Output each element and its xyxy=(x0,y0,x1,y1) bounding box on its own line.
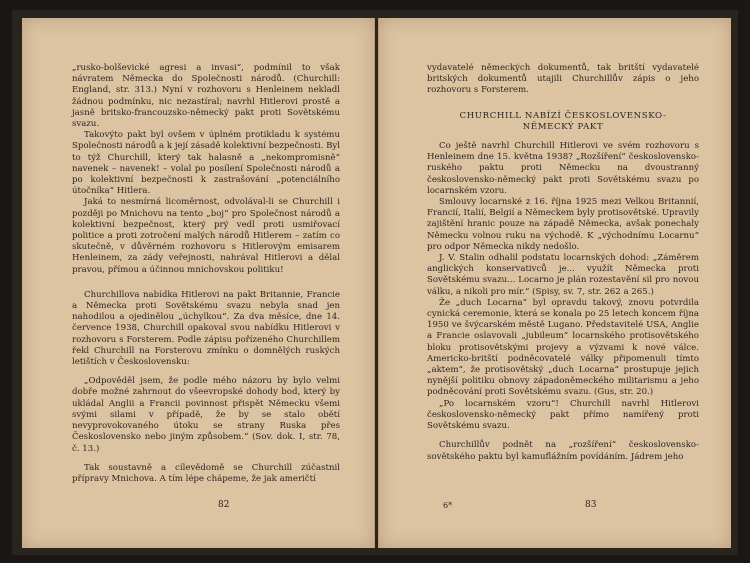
paragraph: Že „duch Locarna“ byl opravdu takový, znovu potvrdila cynická ceremonie, která se konala po 25 letech koncem října 1950 ve švýcarském městě Lugano. Představitelé USA, Anglie a Francie oslavovali „jubileum“ locarnského protisovětského bloku protisovětskými projevy a výzvami k nové válce. Americko-britští podněcovatelé války připomenuli tímto „aktem“, že protisovětský „duch Locarna“ prostupuje jejich nynější politiku obnovy západoněmeckého militarismu a jeho podněcování proti Sovětskému svazu. (Gus, str. 20.) xyxy=(427,297,699,398)
right-page xyxy=(378,18,731,548)
page-number: 82 xyxy=(218,500,230,510)
right-page-text xyxy=(427,63,699,463)
paragraph: Co ještě navrhl Churchill Hitlerovi ve svém rozhovoru s Henleinem dne 15. května 1938? „Rozšíření“ československo-ruského paktu proti Německu na dvoustranný československo-německý pakt proti Sovětskému svazu po locarnském vzoru. xyxy=(427,141,699,196)
paragraph: Churchillova nabídka Hitlerovi na pakt Britannie, Francie a Německa proti Sovětskému svazu nebyla snad jen nahodilou a ojedinělou „úchylkou“. Za dva měsíce, dne 14. července 1938, Churchill opakoval svou nabídku Hitlerovi v rozhovoru s Forsterem. Podle zápisu pořízeného Churchillem řekl Churchill na Forsterovu zmínku o domnělých ruských letištích v Československu: xyxy=(72,289,340,368)
open-book xyxy=(12,10,738,555)
paragraph: „rusko-bolševické agresi a invasi“, podmínil to však návratem Německa do Společnosti národů. (Churchill: England, str. 313.) Nyní v rozhovoru s Henleinem nekladl žádnou podmínku, nic nezastíral; navrhl Hitlerovi prostě a jasně britsko-francouzsko-německý pakt proti Sovětskému svazu. xyxy=(72,63,340,130)
page-number: 83 xyxy=(585,500,597,510)
section-heading: CHURCHILL NABÍZÍ ČESKOSLOVENSKO-NĚMECKÝ PAKT xyxy=(459,110,667,132)
paragraph: „Po locarnském vzoru“! Churchill navrhl Hitlerovi československo-německý pakt přímo namířený proti Sovětskému svazu. xyxy=(427,398,699,432)
paragraph: Jaká to nesmírná licoměrnost, odvolával-li se Churchill i později po Mnichovu na tento „boj“ pro Společnost národů a kolektivní bezpečnost, který prý vedl proti usmiřovací politice a proti zotročení malých národů Hitlerem – zatím co skutečně, v důvěrném rozhovoru s Hitlerovým emisarem Henleinem, za zády veřejnosti, nahrával Hitlerovi a dělal pravou, přímou a účinnou mnichovskou politiku! xyxy=(72,197,340,275)
left-page xyxy=(22,18,375,548)
left-page-text xyxy=(72,63,340,485)
quotation: „Odpověděl jsem, že podle mého názoru by bylo velmi dobře možné zahrnout do všeevropské dohody bod, který by ukládal Anglii a Francii povinnost přispět Německu všemi svými silami v případě, že by se stalo obětí nevyprovokovaného útoku se strany Ruska přes Československo nebo jiným způsobem.“ (Sov. dok. I, str. 78, č. 13.) xyxy=(72,376,340,454)
paragraph: Smlouvy locarnské z 16. října 1925 mezi Velkou Britannií, Francií, Italií, Belgií a Německem byly protisovětské. Upravily zajištění hranic pouze na západě Německa, avšak ponechaly Německu volnou ruku na východě. K „východnímu Locarnu“ pro odpor Německa nikdy nedošlo. xyxy=(427,197,699,252)
printer-signature: 6* xyxy=(443,501,453,510)
paragraph: vydavatelé německých dokumentů, tak britští vydavatelé britských dokumentů utajili Churchillův zápis o jeho rozhovoru s Forsterem. xyxy=(427,63,699,96)
paragraph: Tak soustavně a cílevědomě se Churchill zúčastnil přípravy Mnichova. A tím lépe chápeme, že jak američtí xyxy=(72,462,340,484)
paragraph: Takovýto pakt byl ovšem v úplném protikladu k systému Společnosti národů a k její zásadě kolektivní bezpečnosti. Byl to týž Churchill, který tak halasně a „nekompromisně“ navenek – navenek! – volal po posílení Společnosti národů a po kolektivní bezpečnosti k zastrašování „potenciálního útočníka“ Hitlera. xyxy=(72,130,340,197)
paragraph: J. V. Stalin odhalil podstatu locarnských dohod: „Záměrem anglických konservativců je... využít Německa proti Sovětskému svazu... Locarno je plán rozestavění sil pro novou válku, a nikoli pro mír.“ (Spisy, sv. 7, str. 262 a 265.) xyxy=(427,253,699,297)
paragraph: Churchillův podnět na „rozšíření“ československo-sovětského paktu byl kamuflážním povídáním. Jádrem jeho xyxy=(427,440,699,462)
